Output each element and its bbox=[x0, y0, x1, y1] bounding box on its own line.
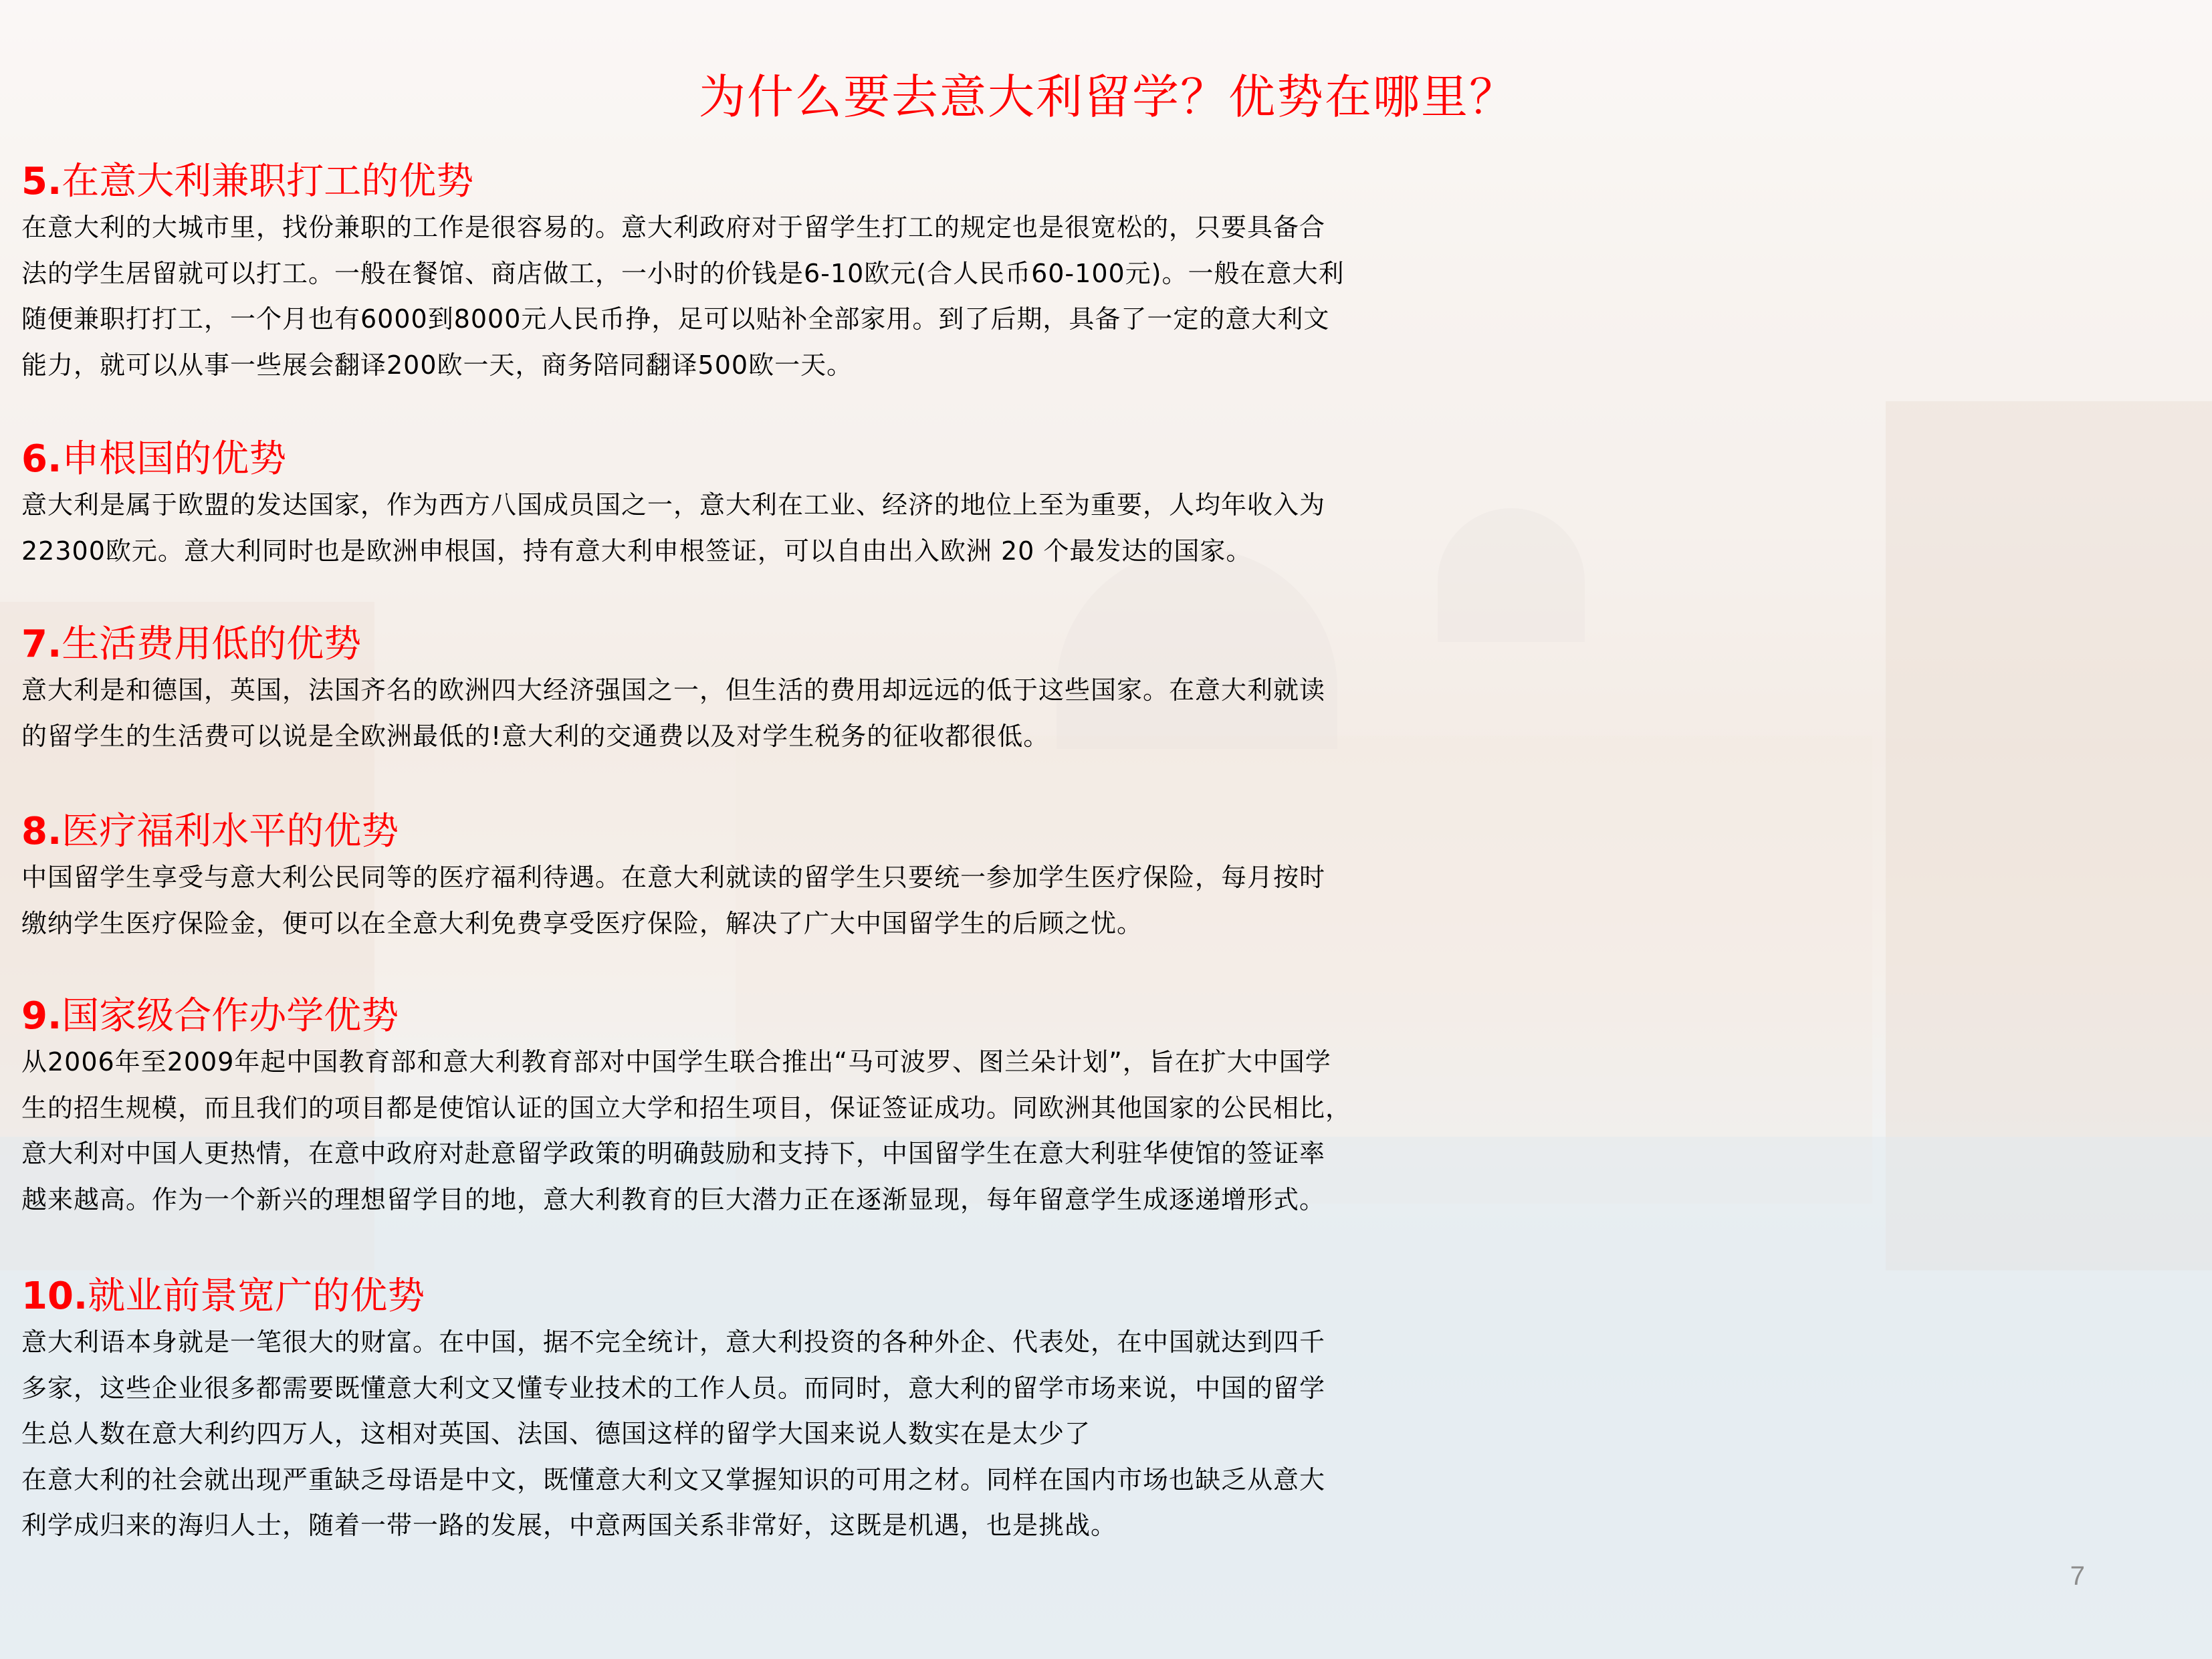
section-heading-text: 生活费用低的优势 bbox=[62, 623, 362, 666]
section-heading-text: 就业前景宽广的优势 bbox=[88, 1275, 425, 1318]
section-number: 8. bbox=[21, 810, 62, 853]
section-heading bbox=[21, 809, 2195, 855]
section-heading bbox=[21, 1274, 2195, 1319]
section-number: 9. bbox=[21, 994, 62, 1038]
section-heading bbox=[21, 994, 2195, 1039]
section-number: 6. bbox=[21, 437, 62, 481]
section-number: 5. bbox=[21, 160, 62, 203]
section-heading bbox=[21, 159, 2195, 205]
section-heading-text: 医疗福利水平的优势 bbox=[62, 810, 399, 853]
body-line: 生总人数在意大利约四万人，这相对英国、法国、德国这样的留学大国来说人数实在是太少了 bbox=[21, 1419, 1091, 1448]
body-line: 22300欧元。意大利同时也是欧洲申根国，持有意大利申根签证，可以自由出入欧洲 20 个最发达的国家。 bbox=[21, 536, 1252, 566]
section-heading bbox=[21, 437, 2195, 482]
section-low-cost bbox=[21, 622, 2195, 759]
section-medical bbox=[21, 809, 2195, 946]
body-line: 生的招生规模，而且我们的项目都是使馆认证的国立大学和招生项目，保证签证成功。同欧洲其他国家的公民相比， bbox=[21, 1093, 1352, 1123]
body-line: 法的学生居留就可以打工。一般在餐馆、商店做工，一小时的价钱是6-10欧元(合人民币60-100元)。一般在意大利 bbox=[21, 258, 1345, 288]
body-line: 意大利对中国人更热情，在意中政府对赴意留学政策的明确鼓励和支持下，中国留学生在意大利驻华使馆的签证率 bbox=[21, 1139, 1326, 1168]
section-number: 7. bbox=[21, 623, 62, 666]
section-body bbox=[21, 205, 2195, 388]
section-heading-text: 在意大利兼职打工的优势 bbox=[62, 160, 474, 203]
body-line: 在意大利的大城市里，找份兼职的工作是很容易的。意大利政府对于留学生打工的规定也是很宽松的，只要具备合 bbox=[21, 213, 1326, 242]
body-line: 意大利语本身就是一笔很大的财富。在中国，据不完全统计，意大利投资的各种外企、代表处，在中国就达到四千 bbox=[21, 1327, 1326, 1357]
section-cooperation bbox=[21, 994, 2195, 1222]
section-body bbox=[21, 667, 2195, 759]
section-heading-text: 申根国的优势 bbox=[62, 437, 287, 481]
body-line: 随便兼职打打工，一个月也有6000到8000元人民币挣，足可以贴补全部家用。到了后期，具备了一定的意大利文 bbox=[21, 304, 1330, 334]
body-line: 在意大利的社会就出现严重缺乏母语是中文，既懂意大利文又掌握知识的可用之材。同样在国内市场也缺乏从意大 bbox=[21, 1464, 1326, 1495]
body-line: 利学成归来的海归人士，随着一带一路的发展，中意两国关系非常好，这既是机遇，也是挑战。 bbox=[21, 1511, 1117, 1540]
body-line: 越来越高。作为一个新兴的理想留学目的地，意大利教育的巨大潜力正在逐渐显现，每年留意学生成逐递增形式。 bbox=[21, 1184, 1326, 1214]
section-heading bbox=[21, 622, 2195, 667]
section-body bbox=[21, 1319, 2195, 1549]
body-line: 多家，这些企业很多都需要既懂意大利文又懂专业技术的工作人员。而同时，意大利的留学市场来说，中国的留学 bbox=[21, 1373, 1326, 1403]
section-heading-text: 国家级合作办学优势 bbox=[62, 994, 399, 1038]
section-number: 10. bbox=[21, 1275, 88, 1318]
body-line: 意大利是和德国，英国，法国齐名的欧洲四大经济强国之一，但生活的费用却远远的低于这些国家。在意大利就读 bbox=[21, 675, 1326, 705]
slide-title: 为什么要去意大利留学？优势在哪里？ bbox=[699, 70, 1517, 124]
body-line: 的留学生的生活费可以说是全欧洲最低的!意大利的交通费以及对学生税务的征收都很低。 bbox=[21, 721, 1050, 751]
body-line: 意大利是属于欧盟的发达国家，作为西方八国成员国之一，意大利在工业、经济的地位上至为重要，人均年收入为 bbox=[21, 490, 1326, 520]
section-employment bbox=[21, 1274, 2195, 1549]
body-line: 缴纳学生医疗保险金，便可以在全意大利免费享受医疗保险，解决了广大中国留学生的后顾之忧。 bbox=[21, 908, 1143, 938]
body-line: 能力，就可以从事一些展会翻译200欧一天，商务陪同翻译500欧一天。 bbox=[21, 350, 853, 380]
section-body bbox=[21, 482, 2195, 574]
section-body bbox=[21, 1039, 2195, 1222]
section-body bbox=[21, 855, 2195, 946]
body-line: 中国留学生享受与意大利公民同等的医疗福利待遇。在意大利就读的留学生只要统一参加学生医疗保险，每月按时 bbox=[21, 863, 1326, 892]
section-part-time-work bbox=[21, 159, 2195, 388]
page-number: 7 bbox=[2070, 1561, 2085, 1591]
body-line: 从2006年至2009年起中国教育部和意大利教育部对中国学生联合推出“马可波罗、图兰朵计划”，旨在扩大中国学 bbox=[21, 1047, 1331, 1077]
section-schengen bbox=[21, 437, 2195, 574]
